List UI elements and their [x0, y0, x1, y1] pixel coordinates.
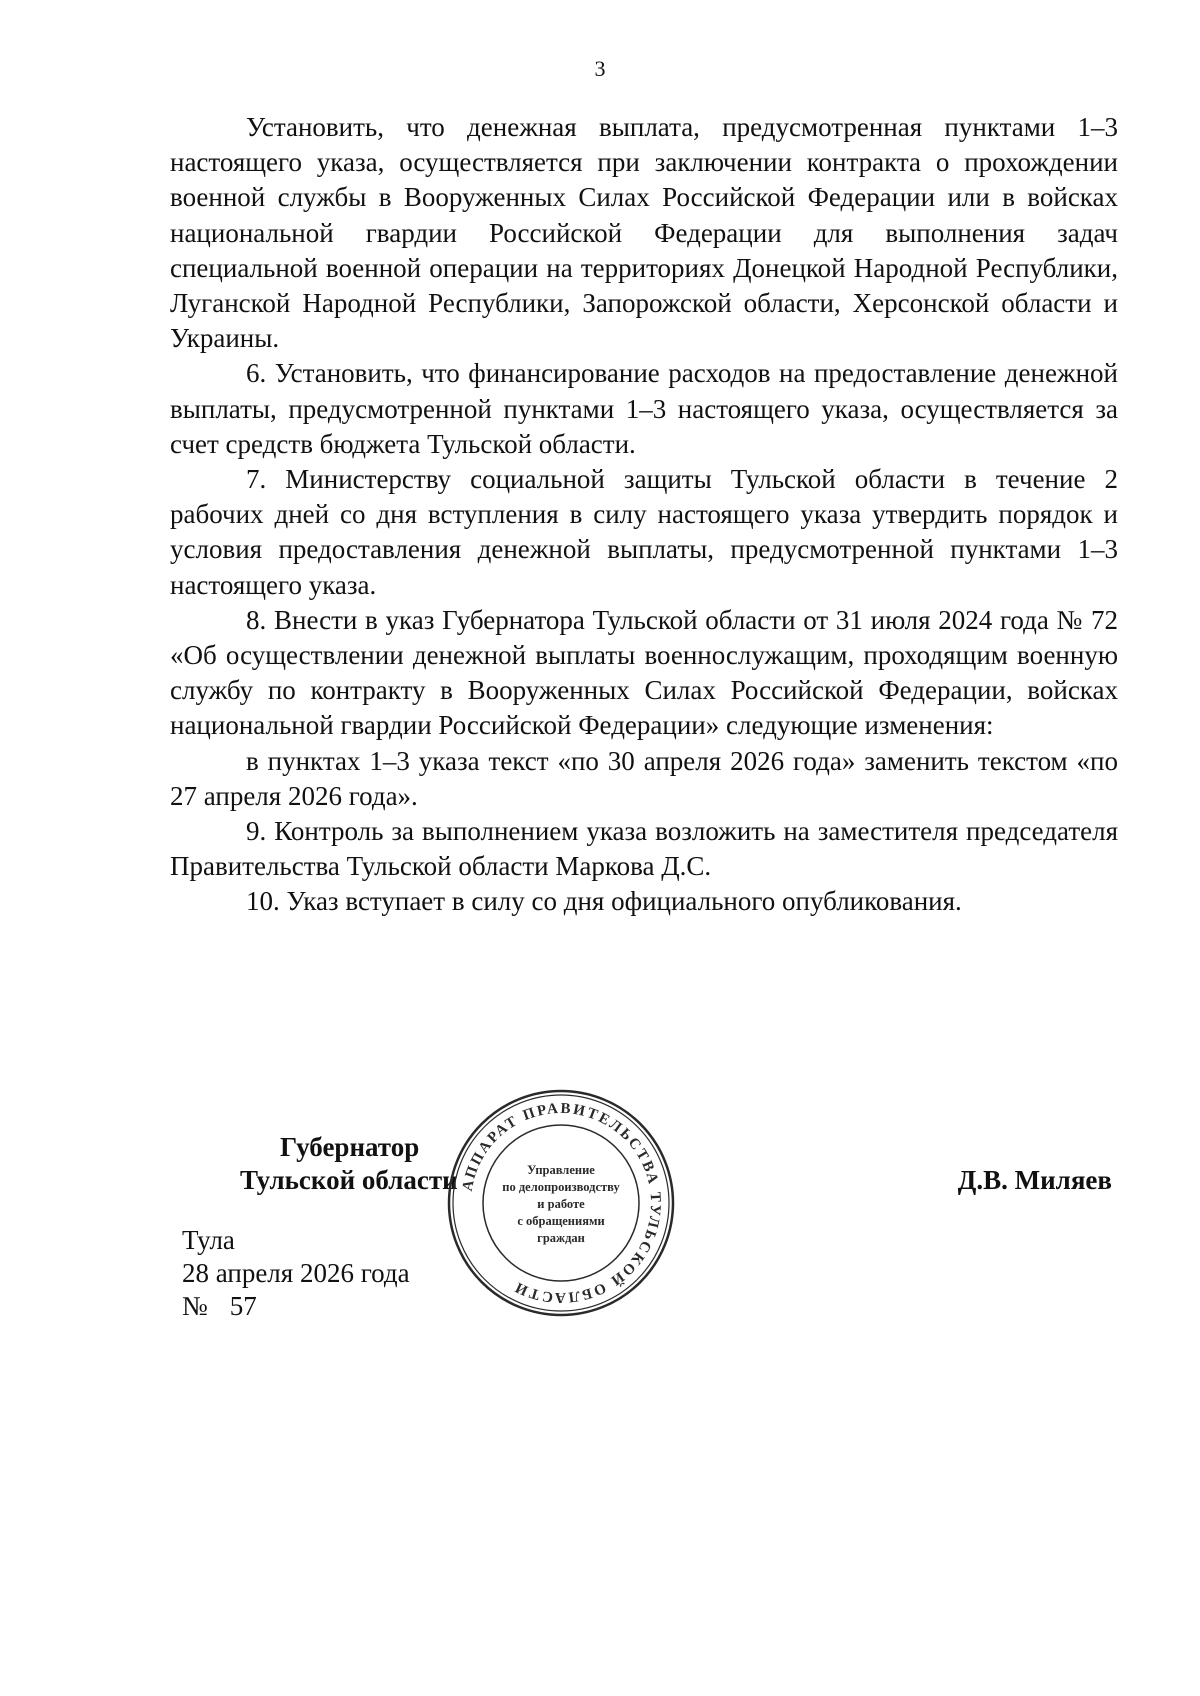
document-number [182, 1290, 257, 1323]
paragraph-10-effective: 10. Указ вступает в силу со дня официального опубликования. [246, 886, 962, 917]
number-value: 57 [229, 1291, 257, 1321]
stamp-center-line: по делопроизводству [502, 1180, 620, 1194]
stamp-center-line: Управление [527, 1163, 595, 1177]
document-date: 28 апреля 2026 года [182, 1258, 410, 1288]
paragraph-7-ministry: 7. Министерству социальной защиты Тульской области в течение 2 рабочих дней со дня вступления в силу настоящего указа утвердить порядок и условия предоставления денежной выплаты, предусмотренной пунктами 1–3 настоящего указа. [170, 464, 1118, 600]
paragraph-8-amendments: 8. Внести в указ Губернатора Тульской области от 31 июля 2024 года № 72 «Об осуществлении денежной выплаты военнослужащим, проходящим военную службу по контракту в Вооруженных Силах Российской Федерации, войсках национальной гвардии Российской Федерации» следующие изменения: [170, 604, 1118, 741]
stamp-center-line: граждан [537, 1231, 585, 1245]
signatory-title-line2: Тульской области [240, 1165, 458, 1195]
paragraph-6-financing: 6. Установить, что финансирование расходов на предоставление денежной выплаты, предусмотренной пунктами 1–3 настоящего указа, осуществляется за счет средств бюджета Тульской области. [170, 358, 1118, 459]
page-number: 3 [594, 56, 606, 81]
signatory-title-line1: Губернатор [280, 1132, 420, 1162]
stamp-center-line: с обращениями [517, 1214, 605, 1228]
number-sign: № [182, 1291, 208, 1321]
paragraph-payment-conditions: Установить, что денежная выплата, предусмотренная пунктами 1–3 настоящего указа, осуществляется при заключении контракта о прохождении военной службы в Вооруженных Силах Российской Федерации или в войсках национальной гвардии Российской Федерации для выполнения задач специальной военной операции на территориях Донецкой Народной Республики, Луганской Народной Республики, Запорожской области, Херсонской области и Украины. [170, 112, 1118, 354]
document-city: Тула [182, 1225, 235, 1255]
official-seal-stamp [446, 1088, 676, 1318]
signatory-name: Д.В. Миляев [957, 1165, 1112, 1195]
paragraph-8-amendment-text: в пунктах 1–3 указа текст «по 30 апреля 2026 года» заменить текстом «по 27 апреля 2026 года». [170, 745, 1118, 811]
paragraph-9-control: 9. Контроль за выполнением указа возложить на заместителя председателя Правительства Тульской области Маркова Д.С. [170, 816, 1118, 882]
document-body [170, 110, 1118, 920]
stamp-ring-text: АППАРАТ ПРАВИТЕЛЬСТВА ТУЛЬСКОЙ ОБЛАСТИ [459, 1100, 664, 1306]
stamp-center-line: и работе [537, 1197, 585, 1211]
